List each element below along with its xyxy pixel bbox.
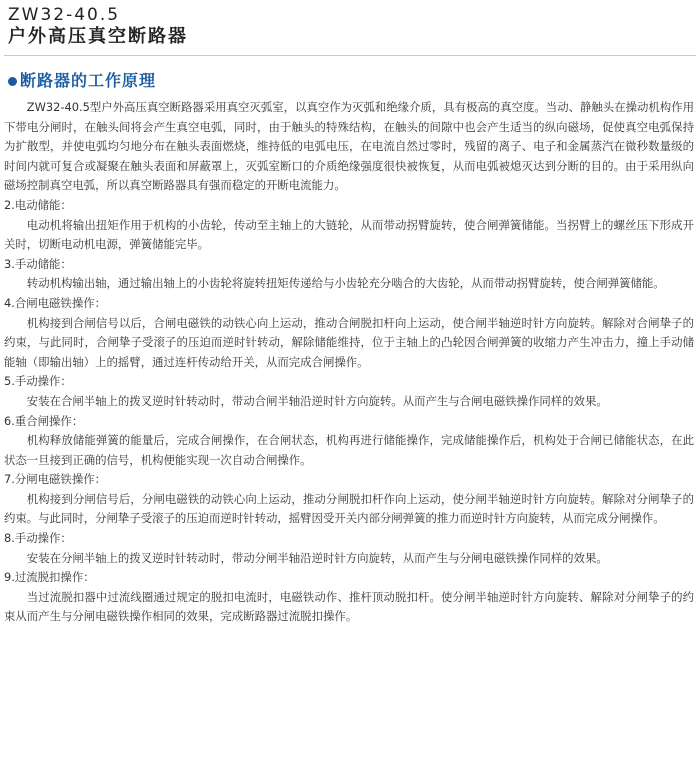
- intro-paragraph: ZW32-40.5型户外高压真空断路器采用真空灭弧室，以真空作为灭弧和绝缘介质，具有极高的真空度。当动、静触头在操动机构作用下带电分闸时，在触头间将会产生真空电弧，同时，由于触头的特殊结构，在触头的间隙中也会产生适当的纵向磁场，促使真空电弧保持为扩散型，并使电弧均匀地分布在触头表面燃烧，维持低的电弧电压，在电流自然过零时，残留的离子、电子和金属蒸汽在微秒数量级的时间内就可复合或凝聚在触头表面和屏蔽罩上，灭弧室断口的介质绝缘强度很快被恢复，从而电弧被熄灭达到分断的目的。由于采用纵向磁场控制真空电弧，所以真空断路器具有强而稳定的开断电流能力。: [4, 100, 694, 193]
- item-text: 当过流脱扣器中过流线圈通过规定的脱扣电流时，电磁铁动作、推杆顶动脱扣杆。使分闸半轴逆时针方向旋转、解除对分闸挚子的约束从而产生与分闸电磁铁操作相同的效果，完成断路器过流脱扣操作。: [4, 589, 694, 624]
- bullet-icon: [8, 77, 17, 86]
- item-text: 机构释放储能弹簧的能量后，完成合闸操作，在合闸状态，机构再进行储能操作，完成储能操作后，机构处于合闸已储能状态，在此状态一旦接到正确的信号，机构便能实现一次自动合闸操作。: [4, 433, 694, 467]
- product-title: 户外高压真空断路器: [8, 26, 188, 47]
- item-heading: 2.电动储能：: [4, 197, 72, 212]
- item-text: 机构接到分闸信号后，分闸电磁铁的动铁心向上运动，推动分闸脱扣杆作向上运动，使分闸半轴逆时针方向旋转。解除对分闸挚子的约束。与此同时，分闸挚子受滚子的压迫而逆时针转动，摇臂因受开关内部分闸弹簧的推力而逆时针方向旋转，从而完成分闸操作。: [4, 491, 694, 526]
- item-text: 转动机构输出轴，通过输出轴上的小齿轮将旋转扭矩传递给与小齿轮充分啮合的大齿轮，从而带动拐臂旋转，使合闸弹簧储能。: [26, 276, 665, 291]
- section-title: 断路器的工作原理: [20, 71, 157, 90]
- header-divider: [4, 55, 696, 56]
- item-text: 电动机将输出扭矩作用于机构的小齿轮，传动至主轴上的大链轮，从而带动拐臂旋转，使合闸弹簧储能。当拐臂上的螺丝压下形成开关时，切断电动机电源，弹簧储能完毕。: [4, 217, 694, 252]
- section-heading: [8, 70, 156, 92]
- item-heading: 7.分闸电磁铁操作：: [4, 472, 106, 487]
- item-text: 安装在合闸半轴上的拨叉逆时针转动时，带动合闸半轴沿逆时针方向旋转。从而产生与合闸电磁铁操作同样的效果。: [26, 393, 608, 408]
- item-heading: 6.重合闸操作：: [4, 413, 84, 428]
- document-body: [4, 98, 694, 627]
- item-heading: 5.手动操作：: [4, 374, 72, 389]
- item-heading: 3.手动储能：: [4, 256, 72, 271]
- item-heading: 4.合闸电磁铁操作：: [4, 295, 106, 310]
- item-text: 机构接到合闸信号以后，合闸电磁铁的动铁心向上运动，推动合闸脱扣杆向上运动，使合闸半轴逆时针方向旋转。解除对合闸挚子的约束，与此同时，合闸挚子受滚子的压迫而逆时针转动，解除储能维持，位于主轴上的凸轮因合闸弹簧的收缩力产生冲击力，撞上手动储能轴（即输出轴）上的摇臂，通过连杆传动给开关，从而完成合闸操作。: [4, 315, 694, 369]
- model-number: ZW32-40.5: [8, 5, 121, 25]
- item-text: 安装在分闸半轴上的拨叉逆时针转动时，带动分闸半轴沿逆时针方向旋转，从而产生与分闸电磁铁操作同样的效果。: [26, 550, 608, 565]
- item-heading: 9.过流脱扣操作：: [4, 570, 95, 585]
- item-heading: 8.手动操作：: [4, 531, 72, 546]
